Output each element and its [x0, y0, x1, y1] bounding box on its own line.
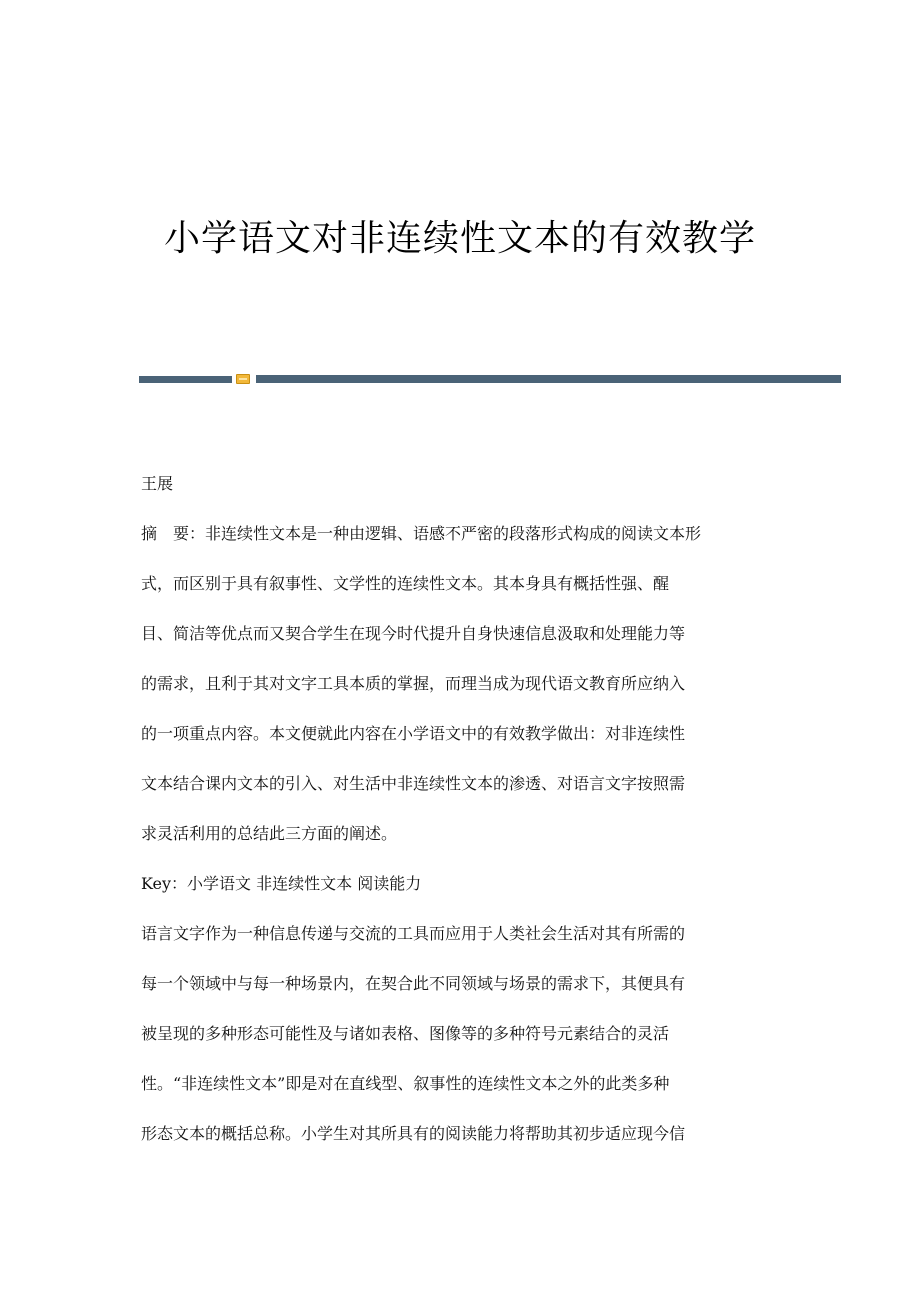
abstract-line: 目、简洁等优点而又契合学生在现今时代提升自身快速信息汲取和处理能力等 — [141, 624, 686, 643]
abstract-line: 文本结合课内文本的引入、对生活中非连续性文本的渗透、对语言文字按照需 — [141, 774, 686, 793]
document-title: 小学语文对非连续性文本的有效教学 — [163, 218, 756, 259]
divider-ornament-icon — [236, 374, 250, 384]
divider-bar-right — [256, 375, 841, 383]
abstract-line: 求灵活利用的总结此三方面的阐述。 — [141, 824, 398, 843]
title-divider — [139, 374, 841, 384]
body-line: 语言文字作为一种信息传递与交流的工具而应用于人类社会生活对其有所需的 — [141, 924, 686, 943]
abstract-line: 的一项重点内容。本文便就此内容在小学语文中的有效教学做出：对非连续性 — [141, 724, 686, 743]
body-line: 性。“非连续性文本”即是对在直线型、叙事性的连续性文本之外的此类多种 — [141, 1074, 670, 1093]
keywords: Key：小学语文 非连续性文本 阅读能力 — [141, 874, 422, 893]
body-line: 被呈现的多种形态可能性及与诸如表格、图像等的多种符号元素结合的灵活 — [141, 1024, 670, 1043]
body-line: 形态文本的概括总称。小学生对其所具有的阅读能力将帮助其初步适应现今信 — [141, 1124, 686, 1143]
document-body — [141, 468, 781, 1150]
abstract-line: 式，而区别于具有叙事性、文学性的连续性文本。其本身具有概括性强、醒 — [141, 574, 670, 593]
author-name: 王展 — [141, 474, 174, 493]
abstract-line: 的需求，且利于其对文字工具本质的掌握，而理当成为现代语文教育所应纳入 — [141, 674, 686, 693]
body-paragraph — [141, 918, 781, 1150]
abstract-line: 摘 要：非连续性文本是一种由逻辑、语感不严密的段落形式构成的阅读文本形 — [141, 524, 702, 543]
body-line: 每一个领域中与每一种场景内，在契合此不同领域与场景的需求下，其便具有 — [141, 974, 686, 993]
divider-bar-left — [139, 376, 232, 383]
abstract — [141, 518, 781, 850]
